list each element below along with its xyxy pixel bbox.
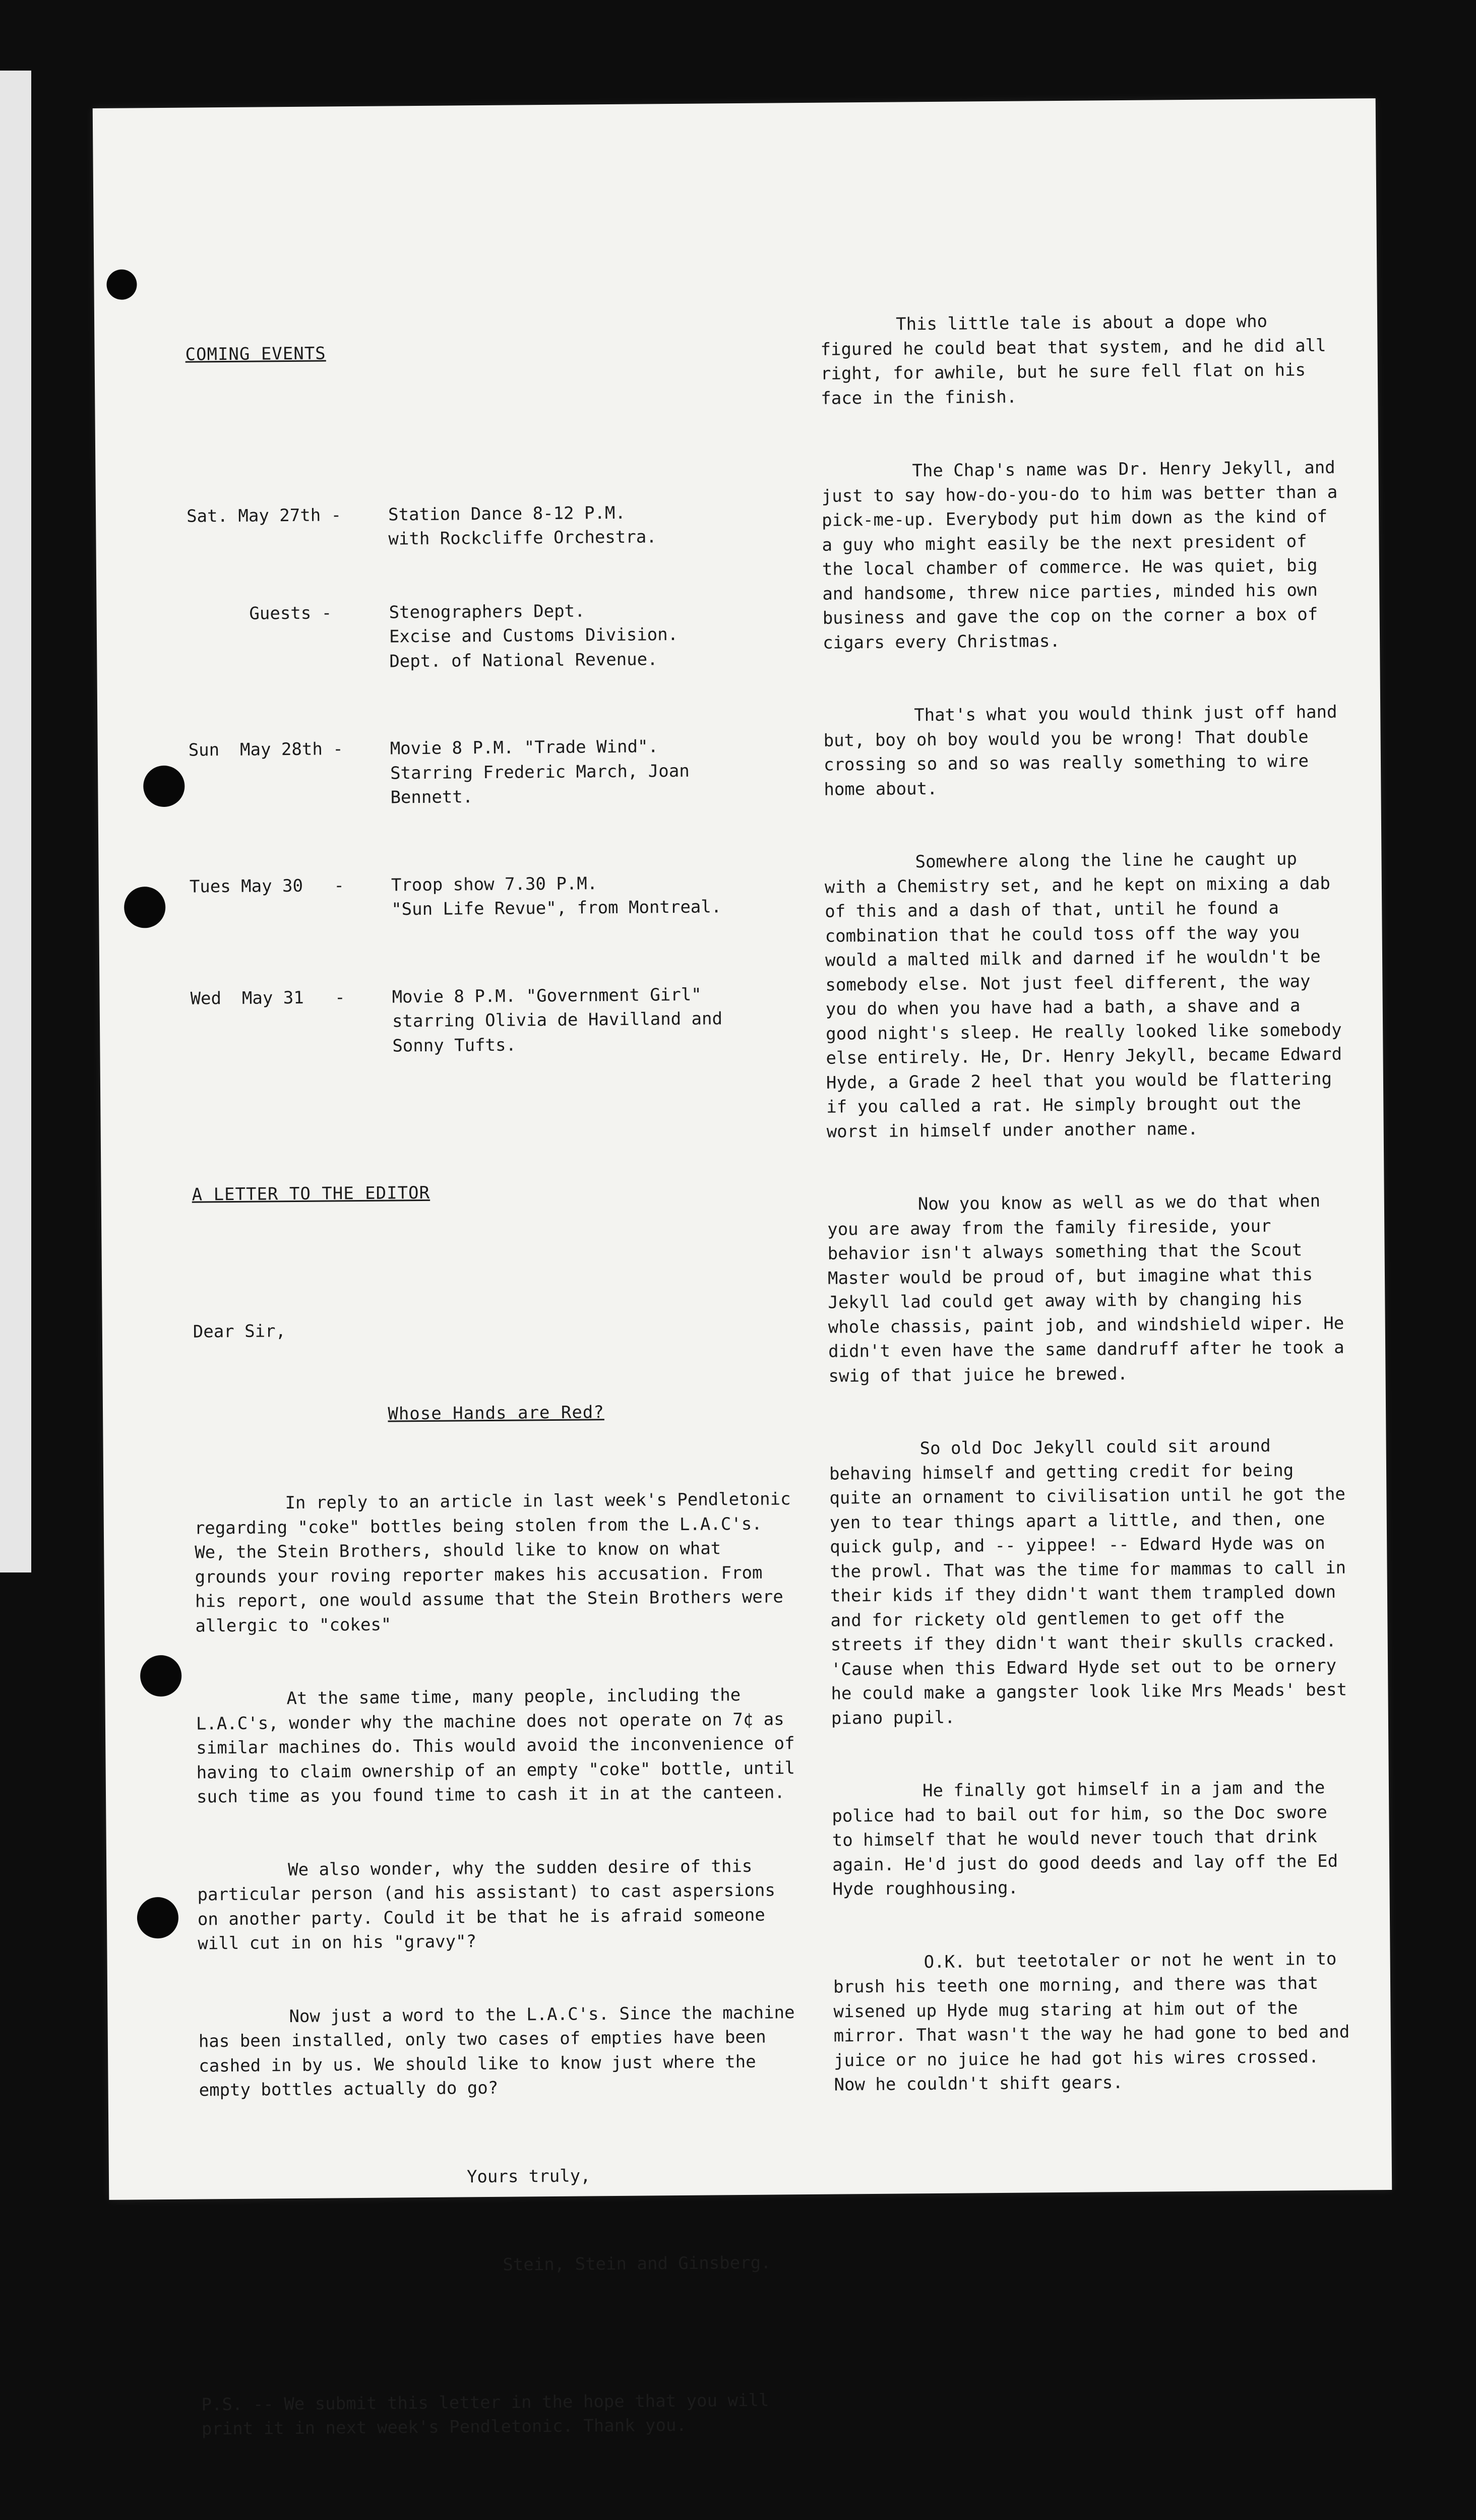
- letter-paragraph: Now just a word to the L.A.C's. Since the machine has been installed, only two cases of empties have been cashed in by us. We should like to know just where the empty bottles actually do go?: [198, 2002, 806, 2101]
- letter-paragraph: We also wonder, why the sudden desire of this particular person (and his assistant) to cast aspersions on another party. Could it be that he is afraid someone will cut in on his "gravy"?: [197, 1856, 786, 1954]
- event-line: Bennett.: [390, 787, 473, 808]
- event-date: Guests -: [187, 602, 332, 624]
- event-line: Dept. of National Revenue.: [389, 649, 658, 671]
- event-line: Sonny Tufts.: [392, 1035, 517, 1056]
- event-line: Starring Frederic March, Joan: [390, 761, 690, 783]
- jekyll-paragraph: So old Doc Jekyll could sit around behaving himself and getting credit for being quite an ornament to civilisation until he got the yen to tear things apart a little, and then, one quick gulp, and -- yippee! -- Edward Hyde was on the prowl. That was the time for mammas to call in their kids if they didn't want them trampled down and for rickety old gentlemen to get off the streets if they didn't want their skulls cracked. 'Cause when this Edward Hyde set out to be ornery he could make a gangster look like Mrs Meads' best piano pupil.: [829, 1435, 1358, 1729]
- event-details: [388, 499, 792, 551]
- punch-hole: [140, 1655, 182, 1697]
- letter-closing: Yours truly,: [466, 2165, 591, 2187]
- left-column: [184, 264, 810, 2520]
- letter-salutation: Dear Sir,: [193, 1321, 286, 1342]
- letter-signatures: Stein, Stein and Ginsberg.: [503, 2252, 771, 2275]
- right-column: [820, 260, 1360, 2146]
- event-date: Tues May 30 -: [189, 875, 345, 897]
- event-date: Sat. May 27th -: [186, 505, 342, 527]
- event-item: [187, 597, 792, 675]
- letter-paragraph: At the same time, many people, including the L.A.C's, wonder why the machine does not operate on 7¢ as similar machines do. This would avoid the inconvenience of having to claim ownership of an empty "coke" bottle, until such time as you found time to cash it in at the canteen.: [196, 1684, 806, 1807]
- event-line: with Rockcliffe Orchestra.: [388, 527, 657, 549]
- event-item: [190, 982, 795, 1060]
- newsletter-page: [93, 98, 1392, 2439]
- jekyll-paragraph: The Chap's name was Dr. Henry Jekyll, and just to say how-do-you-do to him was better than a pick-me-up. Everybody put him down as the kind of a guy who might easily be the next president of the local chamber of commerce. He was quiet, big and handsome, threw nice parties, minded his own business and gave the cop on the corner a box of cigars every Christmas.: [821, 457, 1348, 653]
- event-details: [392, 982, 795, 1058]
- event-item: [187, 499, 792, 553]
- event-details: [390, 733, 794, 810]
- event-item: [189, 733, 794, 811]
- event-line: Movie 8 P.M. "Trade Wind".: [390, 736, 659, 759]
- event-item: [190, 870, 795, 923]
- jekyll-paragraph: O.K. but teetotaler or not he went in to brush his teeth one morning, and there was that wisened up Hyde mug staring at him out of the mirror. That wasn't the way he had gone to bed and juice or no juice he had got his wires crossed. Now he couldn't shift gears.: [833, 1948, 1360, 2095]
- jekyll-paragraph: That's what you would think just off hand but, boy oh boy would you be wrong! That double crossing so and so was really something to wire home about.: [823, 702, 1348, 800]
- letter-postscript: P.S. -- We submit this letter in the hope that you will print it in next week's Pendletonic. Thank you.: [201, 2390, 779, 2439]
- event-date: Wed May 31 -: [190, 987, 345, 1009]
- letter-title: Whose Hands are Red?: [388, 1402, 604, 1424]
- event-line: Troop show 7.30 P.M.: [391, 873, 598, 895]
- event-details: [389, 597, 792, 674]
- adjacent-page-edge: [0, 71, 31, 1572]
- jekyll-paragraph: Somewhere along the line he caught up with a Chemistry set, and he kept on mixing a dab of this and a dash of that, until he found a combination that he could toss off the way you would a malted milk and darned if he wouldn't be somebody else. Not just feel different, the way you do when you have had a bath, a shave and a good night's sleep. He really looked like somebody else entirely. He, Dr. Henry Jekyll, became Edward Hyde, a Grade 2 heel that you would be flattering if you called a rat. He simply brought out the worst in himself under another name.: [824, 849, 1352, 1142]
- event-line: "Sun Life Revue", from Montreal.: [391, 897, 722, 920]
- punch-hole: [124, 887, 166, 928]
- event-details: [391, 870, 795, 922]
- event-line: Movie 8 P.M. "Government Girl": [392, 984, 702, 1007]
- event-date: Sun May 28th -: [188, 739, 343, 761]
- event-line: Stenographers Dept.: [389, 600, 585, 622]
- jekyll-paragraph: This little tale is about a dope who figured he could beat that system, and he did all right, for awhile, but he sure fell flat on his face in the finish.: [820, 311, 1337, 409]
- punch-hole: [143, 766, 185, 807]
- letter-paragraph: In reply to an article in last week's Pendletonic regarding "coke" bottles being stolen from the L.A.C's. We, the Stein Brothers, should like to know on what grounds your roving reporter makes his accusation. From his report, one would assume that the Stein Brothers were allergic to "cokes": [194, 1489, 802, 1636]
- coming-events-heading: COMING EVENTS: [185, 343, 326, 365]
- jekyll-paragraph: He finally got himself in a jam and the police had to bail out for him, so the Doc swore to himself that he would never touch that drink again. He'd just do good deeds and lay off the Ed Hyde roughhousing.: [832, 1777, 1348, 1900]
- punch-hole: [137, 1897, 179, 1939]
- event-line: starring Olivia de Havilland and: [392, 1009, 723, 1032]
- letter-heading: A LETTER TO THE EDITOR: [192, 1182, 430, 1205]
- jekyll-paragraph: Now you know as well as we do that when you are away from the family fireside, your behavior isn't always something that the Scout Master would be proud of, but imagine what this Jekyll lad could get away with by changing his whole chassis, paint job, and windshield wiper. He didn't even have the same dandruff after he took a swig of that juice he brewed.: [827, 1190, 1355, 1387]
- event-line: Station Dance 8-12 P.M.: [388, 502, 626, 525]
- punch-hole: [106, 269, 137, 299]
- event-line: Excise and Customs Division.: [389, 624, 679, 647]
